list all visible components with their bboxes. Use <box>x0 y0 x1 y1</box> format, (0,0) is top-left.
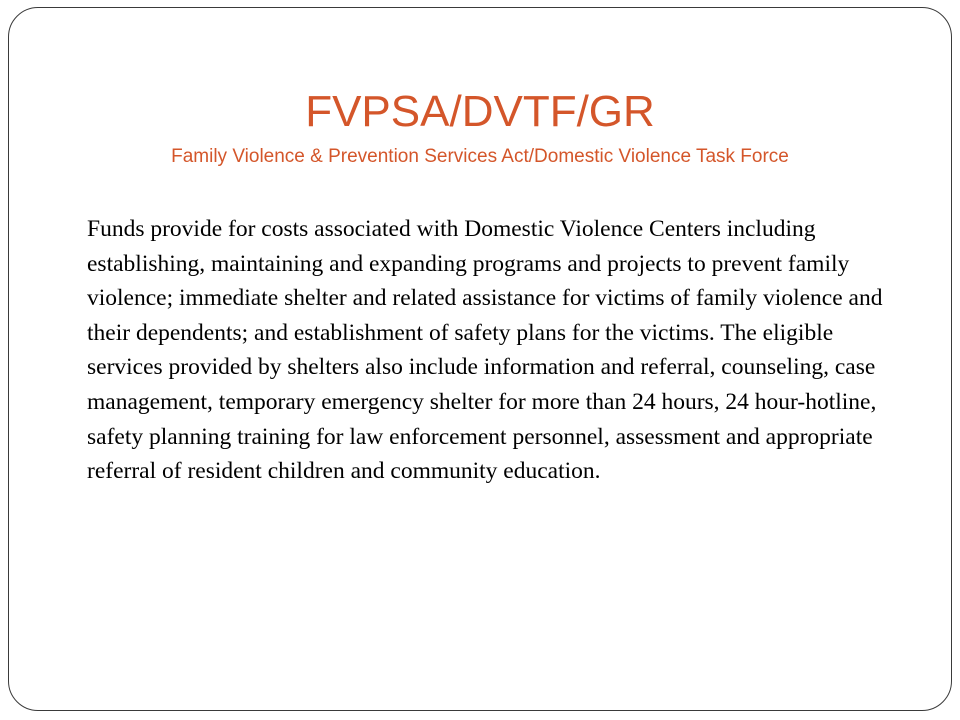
body-paragraph: Funds provide for costs associated with Domestic Violence Centers including establishing, maintaining and expanding programs and projects to prevent family violence; immediate shelter and related assistance for victims of family violence and their dependents; and establishment of safety plans for the victims. The eligible services provided by shelters also include information and referral, counseling, case management, temporary emergency shelter for more than 24 hours, 24 hour-hotline, safety planning training for law enforcement personnel, assessment and appropriate referral of resident children and community education. <box>87 216 883 485</box>
slide-title: FVPSA/DVTF/GR <box>305 87 655 136</box>
title-block <box>40 86 920 170</box>
slide-subtitle: Family Violence & Prevention Services Act/Domestic Violence Task Force <box>171 146 789 167</box>
